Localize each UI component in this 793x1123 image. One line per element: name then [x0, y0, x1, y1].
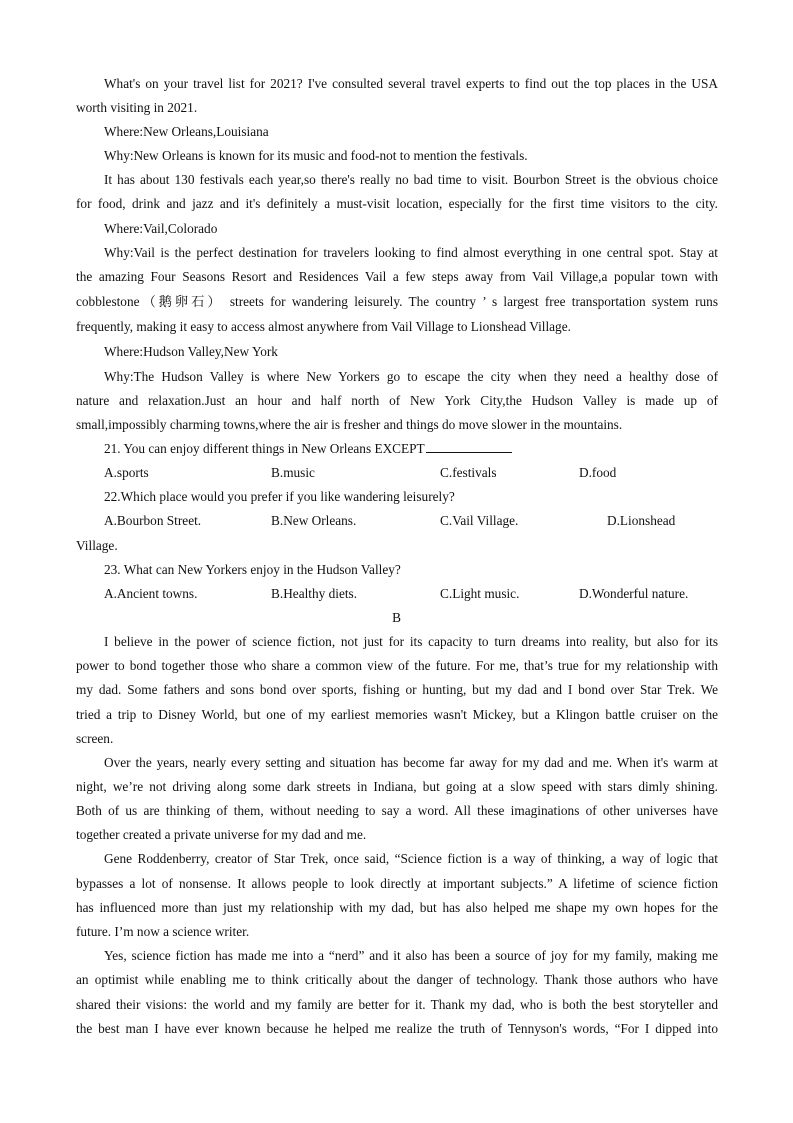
option-d: D.food — [579, 465, 617, 480]
destination-why: frequently, making it easy to access almost anywhere from Vail Village to Lionshead Village. — [76, 319, 571, 334]
option-d: D.Wonderful nature. — [579, 586, 689, 601]
answer-blank — [426, 438, 512, 453]
destination-why: It has about 130 festivals each year,so there's really no bad time to visit. Bourbon Street is the obvious choice — [104, 172, 718, 187]
passage-line: Yes, science fiction has made me into a “nerd” and it also has been a source of joy for my family, making me — [104, 948, 718, 963]
passage-line: Over the years, nearly every setting and situation has become far away for my dad and me. When it's warm at — [104, 755, 718, 770]
intro-line: What's on your travel list for 2021? I've consulted several travel experts to find out the top places in the USA — [104, 76, 718, 91]
option-b: B.Healthy diets. — [271, 586, 358, 601]
destination-why: the amazing Four Seasons Resort and Residences Vail a few steps away from Vail Village,a popular town with — [76, 269, 718, 284]
option-c: C.Vail Village. — [440, 513, 519, 528]
passage-line: Both of us are thinking of them, without needing to say a word. All these imaginations of other universes have — [76, 803, 718, 818]
section-heading: B — [392, 610, 401, 625]
option-c: C.Light music. — [440, 586, 520, 601]
destination-why: Why:Vail is the perfect destination for travelers looking to find almost everything in one central spot. Stay at — [104, 245, 718, 260]
passage-line: night, we’re not driving along some dark streets in Indiana, but going at a slow speed with stars dimly shining. — [76, 779, 718, 794]
question-stem — [104, 438, 718, 460]
question-options — [76, 583, 718, 605]
passage-line: the best man I have ever known because he helped me realize the truth of Tennyson's words, “For I dipped into — [76, 1021, 718, 1036]
passage-line: shared their visions: the world and my family are better for it. Thank my dad, who is both the best storyteller and — [76, 997, 718, 1012]
passage-line: my dad. Some fathers and sons bond over sports, fishing or hunting, but my dad and I bond over Star Trek. We — [76, 682, 718, 697]
option-c: C.festivals — [440, 465, 497, 480]
question-stem: 22.Which place would you prefer if you like wandering leisurely? — [104, 489, 455, 504]
destination-where: Where:Hudson Valley,New York — [104, 344, 278, 359]
destination-why: nature and relaxation.Just an hour and half north of New York City,the Hudson Valley is made up of — [76, 393, 718, 408]
passage-line: bypasses a lot of nonsense. It allows people to look directly at important subjects.” A lifetime of science fiction — [76, 876, 718, 891]
passage-line: an optimist while enabling me to think critically about the danger of technology. Thank those authors who have — [76, 972, 718, 987]
destination-where: Where:Vail,Colorado — [104, 221, 218, 236]
intro-line: worth visiting in 2021. — [76, 100, 198, 115]
passage-line: Gene Roddenberry, creator of Star Trek, once said, “Science fiction is a way of thinking, a way of logic that — [104, 851, 718, 866]
option-a: A.sports — [104, 465, 149, 480]
passage-line: screen. — [76, 731, 114, 746]
option-wrap: Village. — [76, 538, 118, 553]
option-d: D.Lionshead — [607, 513, 676, 528]
question-options — [76, 462, 718, 484]
destination-why: for food, drink and jazz and it's definitely a must-visit location, especially for the first time visitors to the city. — [76, 196, 718, 211]
passage-line: power to bond together those who share a common view of the future. For me, that’s true for my relationship with — [76, 658, 718, 673]
question-stem: 23. What can New Yorkers enjoy in the Hudson Valley? — [104, 562, 401, 577]
destination-why: Why:The Hudson Valley is where New Yorkers go to escape the city when they need a healthy dose of — [104, 369, 718, 384]
option-a: A.Ancient towns. — [104, 586, 198, 601]
question-options — [76, 510, 718, 532]
passage-line: tried a trip to Disney World, but one of my earliest memories wasn't Mickey, but a Klingon battle cruiser on the — [76, 707, 718, 722]
destination-where: Where:New Orleans,Louisiana — [104, 124, 269, 139]
passage-line: together created a private universe for my dad and me. — [76, 827, 367, 842]
passage-line: has influenced more than just my relationship with my dad, but has also helped me shape my own hopes for the — [76, 900, 718, 915]
question-stem-text: 21. You can enjoy different things in New Orleans EXCEPT — [104, 441, 425, 456]
passage-line: future. I’m now a science writer. — [76, 924, 250, 939]
option-b: B.music — [271, 465, 315, 480]
destination-why: cobblestone（鹅卵石） streets for wandering leisurely. The country ’ s largest free transportation system runs — [76, 294, 718, 309]
destination-why: small,impossibly charming towns,where the air is fresher and things do move slower in the mountains. — [76, 417, 623, 432]
destination-why: Why:New Orleans is known for its music and food-not to mention the festivals. — [104, 148, 528, 163]
passage-line: I believe in the power of science fiction, not just for its capacity to turn dreams into reality, but also for its — [104, 634, 718, 649]
option-a: A.Bourbon Street. — [104, 513, 202, 528]
option-b: B.New Orleans. — [271, 513, 357, 528]
